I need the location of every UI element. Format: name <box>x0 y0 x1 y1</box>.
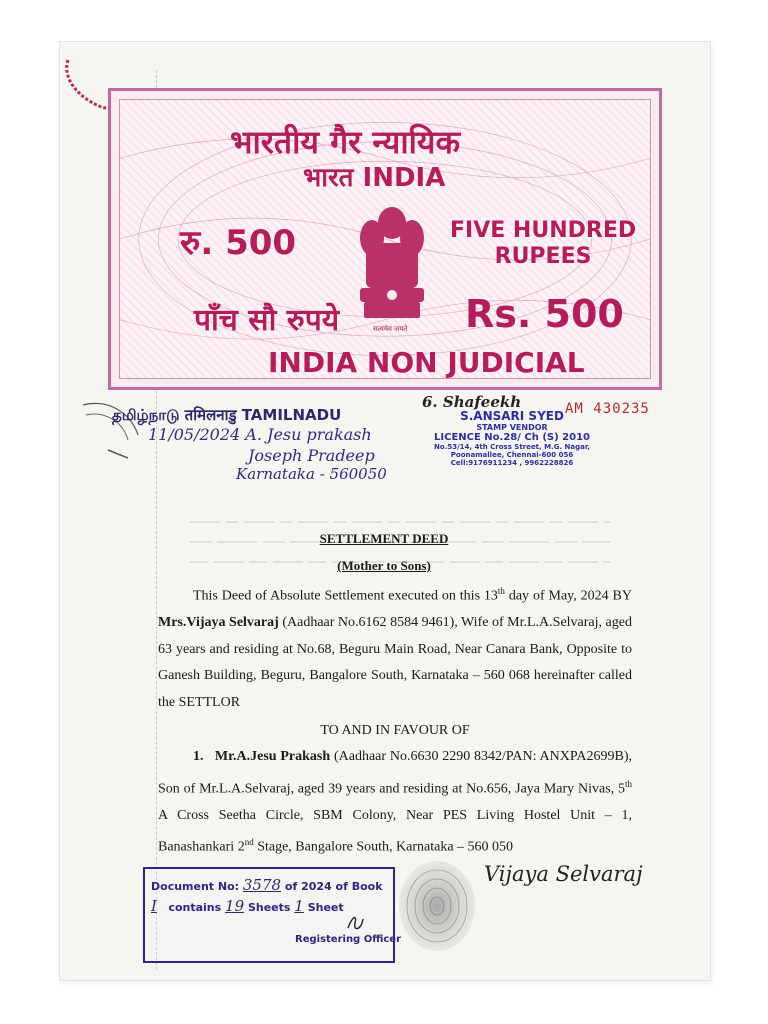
book-value: I <box>151 897 157 915</box>
p1-text-a: This Deed of Absolute Settlement executed on this 13 <box>193 588 498 604</box>
ashoka-emblem-icon <box>352 198 432 328</box>
doc-no-value: 3578 <box>242 876 282 894</box>
handwritten-name-2: Joseph Pradeep <box>248 446 375 465</box>
p3-sup-1: th <box>624 778 632 789</box>
doc-year: of 2024 of Book <box>284 880 383 893</box>
p1-text-c: (Aadhaar No.6162 8584 9461), Wife of Mr.L.A.Selvaraj, aged 63 years and residing at No.68, Beguru Main Road, Near Canara Bank, Opposite to Ganesh Building, Beguru, Bangalore South, Karnataka – 560 068 hereinafter called the SETTLOR <box>158 615 632 710</box>
p3-text-c: Stage, Bangalore South, Karnataka – 560 050 <box>253 839 514 855</box>
vendor-address-1: No.53/14, 4th Cross Street, M.G. Nagar, <box>434 443 590 451</box>
stamp-paper <box>108 88 662 390</box>
vendor-cell: Cell:9176911234 , 9962228826 <box>450 459 574 467</box>
stamp-rupees: RUPEES <box>494 244 592 269</box>
p3-text-a: (Aadhaar No.6630 2290 8342/PAN: ANXPA2699B), Son of Mr.L.A.Selvaraj, aged 39 years and residing at No.656, Jaya Mary Nivas, 5 <box>158 749 632 797</box>
handwritten-date-name: 11/05/2024 A. Jesu prakash <box>148 425 372 444</box>
sheets-count: 19 <box>225 897 245 915</box>
sheet-label: Sheet <box>307 901 344 914</box>
stamp-motto: सत्यमेव जयते <box>373 325 408 333</box>
p3-text-b: A Cross Seetha Circle, SBM Colony, Near PES Living Hostel Unit – 1, Banashankari 2 <box>158 807 632 855</box>
settlee-number: 1. <box>193 749 204 764</box>
stamp-serial-number: AM 430235 <box>565 401 650 417</box>
vendor-role: STAMP VENDOR <box>476 423 548 432</box>
contains-label: contains <box>168 901 222 914</box>
sheets-label: Sheets <box>247 901 291 914</box>
vendor-licence: LICENCE No.28/ Ch (S) 2010 <box>434 432 590 443</box>
vendor-signature: 6. Shafeekh <box>422 393 522 411</box>
vendor-address-2: Poonamallee, Chennai-600 056 <box>450 451 574 459</box>
deed-paragraph-settlor <box>158 578 632 716</box>
stamp-rs-hindi: रु. 500 <box>180 223 297 263</box>
p1-text-b: day of May, 2024 BY <box>504 588 633 604</box>
reg-line-2 <box>151 897 344 915</box>
thumb-impression <box>396 858 478 954</box>
registering-officer-label: Registering Officer <box>295 934 401 945</box>
stamp-paanch-sau: पाँच सौ रुपये <box>194 303 340 338</box>
deed-subtitle: (Mother to Sons) <box>337 558 431 573</box>
stamp-five-hundred: FIVE HUNDRED <box>450 218 637 243</box>
stamp-non-judicial: INDIA NON JUDICIAL <box>268 346 585 379</box>
settlee-name: Mr.A.Jesu Prakash <box>214 749 331 764</box>
p1-sup: th <box>497 586 505 596</box>
doc-no-label: Document No: <box>151 880 240 893</box>
stamp-rs-english: Rs. 500 <box>465 292 624 336</box>
p3-sup-2: nd <box>244 837 254 848</box>
vendor-name: S.ANSARI SYED <box>460 409 564 423</box>
settlor-signature: Vijaya Selvaraj <box>484 862 643 886</box>
stamp-denomination-words <box>450 218 636 270</box>
tamilnadu-label: தமிழ்நாடு तमिलनाडु TAMILNADU <box>112 406 342 424</box>
deed-title: SETTLEMENT DEED <box>319 531 449 546</box>
stamp-inner-panel <box>119 99 651 379</box>
officer-initial-mark <box>345 913 365 933</box>
deed-paragraph-settlee-1 <box>158 744 632 861</box>
stamp-bharat-india: भारत INDIA <box>303 163 446 193</box>
stamp-hindi-heading: भारतीय गैर न्यायिक <box>230 123 461 161</box>
sheet-number: 1 <box>294 897 304 915</box>
handwritten-place: Karnataka - 560050 <box>236 465 387 483</box>
registration-stamp-box <box>143 867 401 963</box>
reg-line-1 <box>151 876 383 894</box>
deed-favour-line: TO AND IN FAVOUR OF <box>320 723 470 738</box>
settlor-name: Mrs.Vijaya Selvaraj <box>158 615 279 631</box>
